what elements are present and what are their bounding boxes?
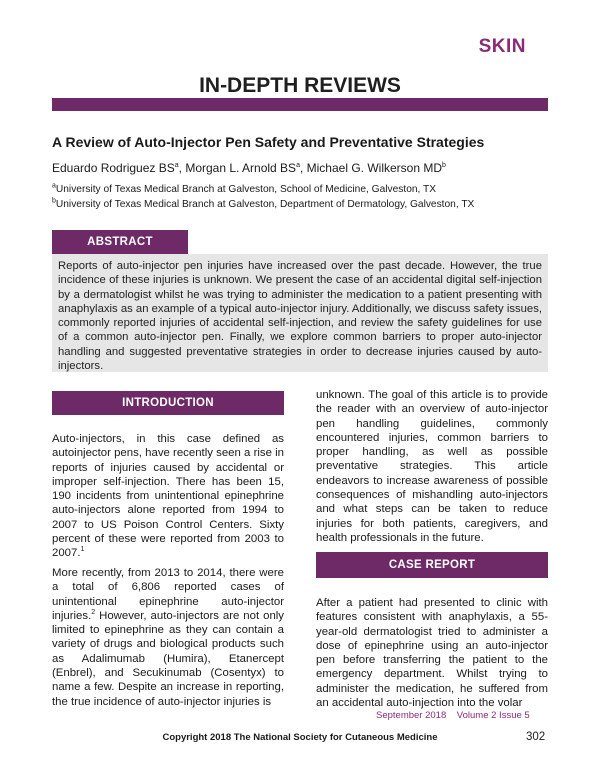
abstract-text: Reports of auto-injector pen injuries have increased over the past decade. However, the true incidence of these injuries is unknown. We present the case of an accidental digital self-injection by a dermatologist whilst he was trying to administer the medication to a patient presenting with anaphylaxis as an example of a typical auto-injector injury. Additionally, we discuss safety issues, commonly reported injuries of accidental self-injection, and review the safety guidelines for use of a common auto-injector pen. Finally, we explore common barriers to proper auto-injector handling and suggested preventative strategies in order to decrease injuries caused by auto-injectors.	[52, 254, 548, 372]
copyright: Copyright 2018 The National Society for Cutaneous Medicine	[162, 732, 438, 743]
reference-mark: 1	[80, 546, 85, 554]
author-separator: ,	[178, 161, 186, 175]
author-affiliation-mark: a	[296, 162, 300, 169]
section-divider-bar	[52, 98, 548, 111]
reference-mark: 2	[91, 609, 96, 617]
issue-text: September 2018 Volume 2 Issue 5	[376, 710, 530, 721]
affiliation-b	[52, 199, 474, 210]
section-title: IN-DEPTH REVIEWS	[199, 74, 401, 97]
author-affiliation-mark: a	[174, 162, 179, 169]
introduction-heading: INTRODUCTION	[52, 391, 284, 415]
author-affiliation-mark: b	[442, 162, 446, 169]
introduction-paragraph-2	[52, 566, 284, 709]
paragraph-text: Auto-injectors, in this case defined as autoinjector pens, have recently seen a rise in reports of injuries caused by accidental or improper self-injection. There has been 15, 190 incidents from unintentional epinephrine auto-injectors alone reported from 1994 to 2007 to US Poison Control Centers. Sixty percent of these were reported from 2003 to 2007.	[52, 433, 284, 560]
author: Michael G. Wilkerson MD	[306, 161, 442, 175]
affiliation-a	[52, 184, 436, 195]
paragraph-text: More recently, from 2013 to 2014, there were a total of 6,806 reported cases of unintentional epinephrine auto-injector injuries.	[52, 567, 284, 622]
affiliation-mark: a	[52, 182, 56, 190]
issue-info	[376, 710, 530, 721]
affiliation-text: University of Texas Medical Branch at Galveston, Department of Dermatology, Galveston, TX	[55, 199, 475, 210]
case-report-paragraph: After a patient had presented to clinic with features consistent with anaphylaxis, a 55-year-old dermatologist tried to administer a dose of epinephrine using an auto-injector pen before transferring the patient to the emergency department. Whilst trying to administer the medication, he suffered from an accidental auto-injection into the volar	[316, 597, 548, 710]
case-report-heading: CASE REPORT	[316, 552, 548, 578]
abstract-heading: ABSTRACT	[52, 230, 188, 255]
author: Morgan L. Arnold BS	[185, 161, 297, 175]
journal-name: SKIN	[478, 36, 526, 57]
author-separator: ,	[299, 161, 307, 175]
page-number: 302	[526, 731, 546, 743]
paragraph-text: However, auto-injectors are not only limited to epinephrine as they can contain a variety of drugs and biological products such as Adalimumab (Humira), Etanercept (Enbrel), and Secukinumab (Cosentyx) to name a few. Despite an increase in reporting, the true incidence of auto-injector injuries is	[52, 609, 284, 708]
article-title: A Review of Auto-Injector Pen Safety and Preventative Strategies	[52, 134, 485, 150]
introduction-paragraph-1	[52, 432, 284, 561]
affiliation-text: University of Texas Medical Branch at Galveston, School of Medicine, Galveston, TX	[55, 184, 437, 195]
author: Eduardo Rodriguez BS	[52, 161, 175, 175]
introduction-paragraph-3: unknown. The goal of this article is to provide the reader with an overview of auto-injector pen handling guidelines, commonly encountered injuries, common barriers to proper handling, as well as possible preventative strategies. This article endeavors to increase awareness of possible consequences of mishandling auto-injectors and what steps can be taken to reduce injuries for both patients, caregivers, and health professionals in the future.	[316, 389, 548, 544]
affiliation-mark: b	[52, 197, 56, 205]
author-list	[52, 161, 446, 175]
